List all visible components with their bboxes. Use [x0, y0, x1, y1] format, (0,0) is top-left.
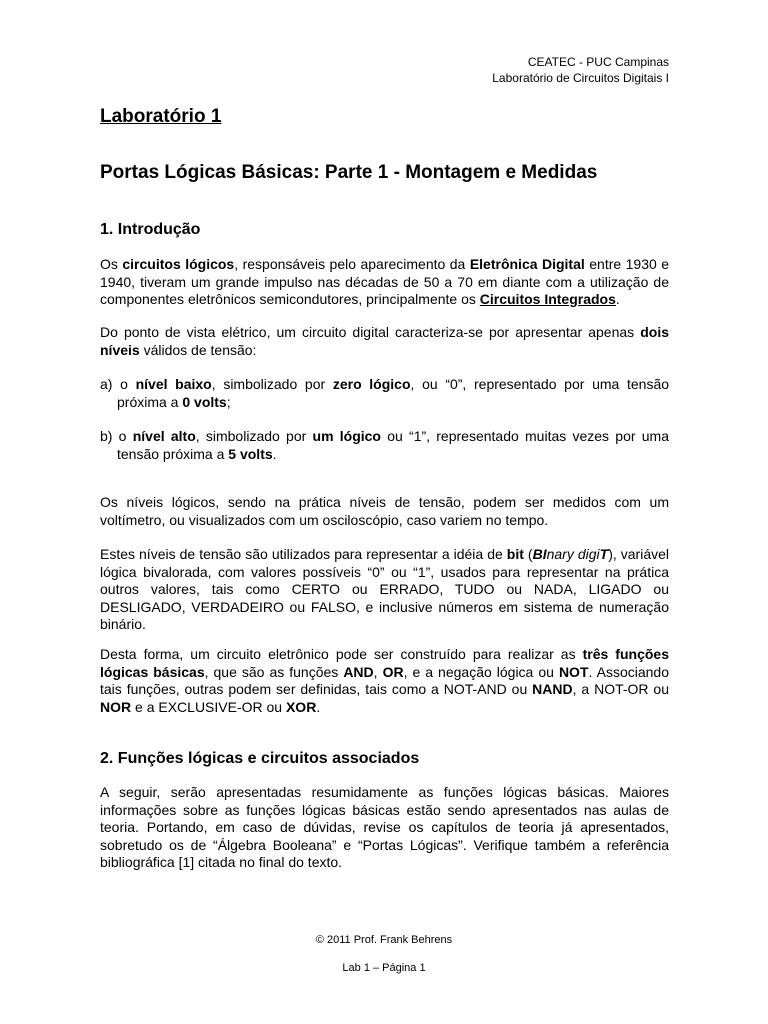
header-institution: CEATEC - PUC Campinas — [527, 55, 669, 69]
footer-page-number: Lab 1 – Página 1 — [342, 962, 426, 974]
page-header — [492, 54, 669, 86]
list-item-high-level: b) o nível alto, simbolizado por um lógico ou “1”, representado muitas vezes por uma tensão próxima a 5 volts. — [100, 428, 670, 462]
intro-paragraph-4: Estes níveis de tensão são utilizados para representar a idéia de bit (BInary digiT), variável lógica bivalorada, com valores possíveis “0” ou “1”, usados para representar na prática outros valores, tais como CERTO ou ERRADO, TUDO ou NADA, LIGADO ou DESLIGADO, VERDADEIRO ou FALSO, e inclusive números em sistema de numeração binário. — [100, 546, 670, 632]
header-course: Laboratório de Circuitos Digitais I — [492, 71, 669, 85]
footer-copyright: © 2011 Prof. Frank Behrens — [315, 934, 453, 946]
intro-paragraph-5: Desta forma, um circuito eletrônico pode ser construído para realizar as três funções lógicas básicas, que são as funções AND, OR, e a negação lógica ou NOT. Associando tais funções, outras podem ser definidas, tais como a NOT-AND ou NAND, a NOT-OR ou NOR e a EXCLUSIVE-OR ou XOR. — [100, 646, 670, 715]
section-heading-introduction: 1. Introdução — [100, 221, 201, 238]
logic-functions-paragraph: A seguir, serão apresentadas resumidamente as funções lógicas básicas. Maiores informações sobre as funções lógicas básicas estão sendo apresentados nas aulas de teoria. Portando, em caso de dúvidas, revise os capítulos de teoria já apresentados, sobretudo os de “Álgebra Booleana” e “Portas Lógicas”. Verifique também a referência bibliográfica [1] citada no final do texto. — [100, 784, 669, 870]
intro-paragraph-2: Do ponto de vista elétrico, um circuito digital caracteriza-se por apresentar apenas dois níveis válidos de tensão: — [100, 324, 669, 358]
section-heading-logic-functions: 2. Funções lógicas e circuitos associados — [100, 750, 420, 767]
lab-title: Laboratório 1 — [100, 106, 222, 127]
document-title: Portas Lógicas Básicas: Parte 1 - Montagem e Medidas — [100, 162, 598, 183]
intro-paragraph-1: Os circuitos lógicos, responsáveis pelo aparecimento da Eletrônica Digital entre 1930 e 1940, tiveram um grande impulso nas décadas de 50 a 70 em diante com a utilização de componentes eletrônicos semicondutores, principalmente os Circuitos Integrados. — [100, 256, 670, 307]
intro-paragraph-3: Os níveis lógicos, sendo na prática níveis de tensão, podem ser medidos com um voltímetro, ou visualizados com um osciloscópio, caso variem no tempo. — [100, 494, 669, 528]
list-item-low-level: a) o nível baixo, simbolizado por zero lógico, ou “0”, representado por uma tensão próxima a 0 volts; — [100, 376, 670, 410]
